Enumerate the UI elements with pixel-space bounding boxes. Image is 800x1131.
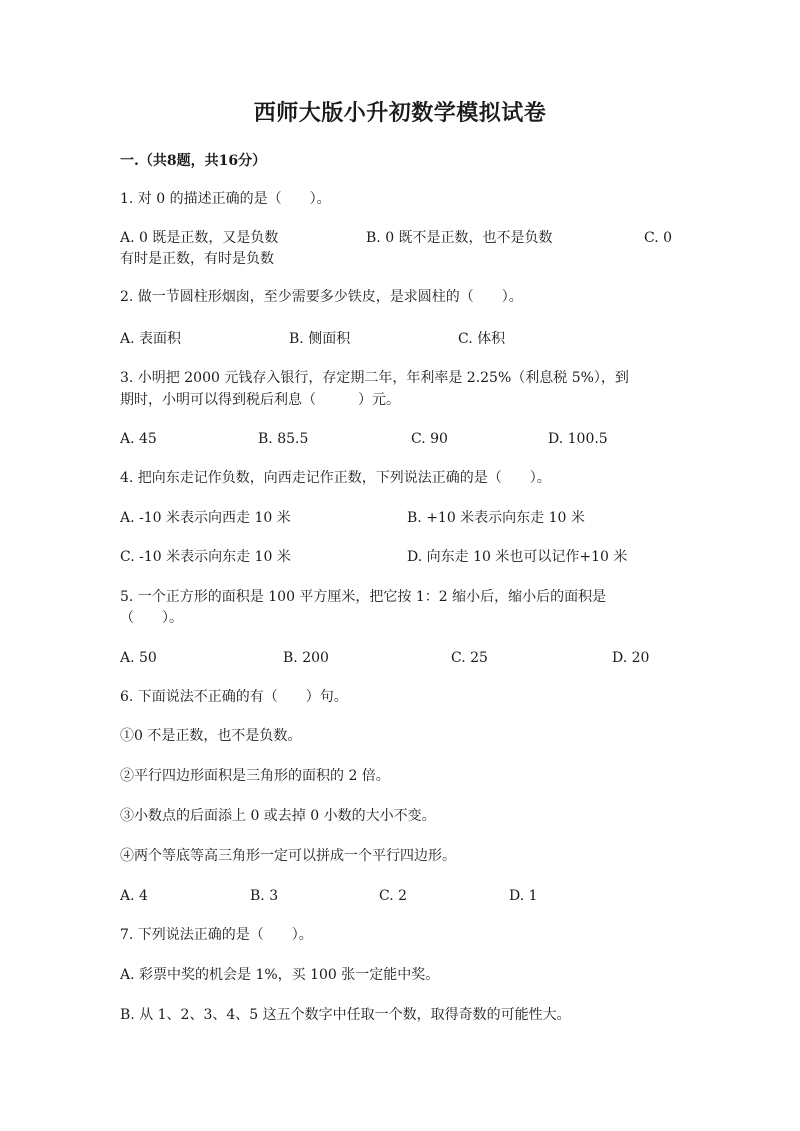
- question-4-stem: 4. 把向东走记作负数，向西走记作正数，下列说法正确的是（ ）。: [120, 470, 551, 486]
- question-2-option-a: A. 表面积: [120, 331, 182, 347]
- question-6-option-b: B. 3: [250, 888, 279, 904]
- question-3-option-b: B. 85.5: [258, 431, 309, 447]
- question-5-stem-line-2: （ ）。: [120, 610, 183, 626]
- question-1-option-a: A. 0 既是正数，又是负数: [120, 230, 279, 246]
- question-6-stem: 6. 下面说法不正确的有（ ）句。: [120, 689, 348, 705]
- question-6-statement-1: ①0 不是正数，也不是负数。: [120, 728, 302, 744]
- question-7-stem: 7. 下列说法正确的是（ ）。: [120, 927, 313, 943]
- question-7-statement-b: B. 从 1、2、3、4、5 这五个数字中任取一个数，取得奇数的可能性大。: [120, 1007, 571, 1023]
- question-6-option-a: A. 4: [120, 888, 148, 904]
- question-3-option-d: D. 100.5: [548, 431, 608, 447]
- question-1-option-c-continued: 有时是正数，有时是负数: [120, 251, 274, 267]
- question-6-option-c: C. 2: [379, 888, 408, 904]
- question-3-option-c: C. 90: [411, 431, 448, 447]
- question-6-statement-4: ④两个等底等高三角形一定可以拼成一个平行四边形。: [120, 848, 456, 864]
- question-1-stem: 1. 对 0 的描述正确的是（ ）。: [120, 191, 331, 207]
- question-1-option-c: C. 0: [644, 230, 673, 246]
- question-3-option-a: A. 45: [120, 431, 157, 447]
- question-1-option-b: B. 0 既不是正数，也不是负数: [366, 230, 553, 246]
- question-5-option-a: A. 50: [120, 650, 157, 666]
- question-5-option-c: C. 25: [451, 650, 488, 666]
- question-4-option-d: D. 向东走 10 米也可以记作+10 米: [407, 549, 628, 565]
- exam-title: 西师大版小升初数学模拟试卷: [253, 100, 547, 126]
- question-4-option-c: C. -10 米表示向东走 10 米: [120, 549, 291, 565]
- question-2-option-c: C. 体积: [458, 331, 506, 347]
- question-7-statement-a: A. 彩票中奖的机会是 1%，买 100 张一定能中奖。: [120, 967, 440, 983]
- question-6-option-d: D. 1: [509, 888, 538, 904]
- question-6-statement-2: ②平行四边形面积是三角形的面积的 2 倍。: [120, 768, 390, 784]
- question-5-option-d: D. 20: [612, 650, 650, 666]
- question-2-option-b: B. 侧面积: [289, 331, 351, 347]
- question-3-stem-line-1: 3. 小明把 2000 元钱存入银行，存定期二年，年利率是 2.25%（利息税 5%），到: [120, 370, 629, 386]
- question-5-stem-line-1: 5. 一个正方形的面积是 100 平方厘米，把它按 1：2 缩小后，缩小后的面积是: [120, 589, 607, 605]
- question-2-stem: 2. 做一节圆柱形烟囱，至少需要多少铁皮，是求圆柱的（ ）。: [120, 289, 523, 305]
- question-4-option-a: A. -10 米表示向西走 10 米: [120, 510, 291, 526]
- section-heading: 一.（共8题，共16分）: [120, 153, 267, 169]
- question-4-option-b: B. +10 米表示向东走 10 米: [407, 510, 585, 526]
- question-5-option-b: B. 200: [283, 650, 329, 666]
- question-6-statement-3: ③小数点的后面添上 0 或去掉 0 小数的大小不变。: [120, 808, 436, 824]
- question-3-stem-line-2: 期时，小明可以得到税后利息（ ）元。: [120, 392, 400, 408]
